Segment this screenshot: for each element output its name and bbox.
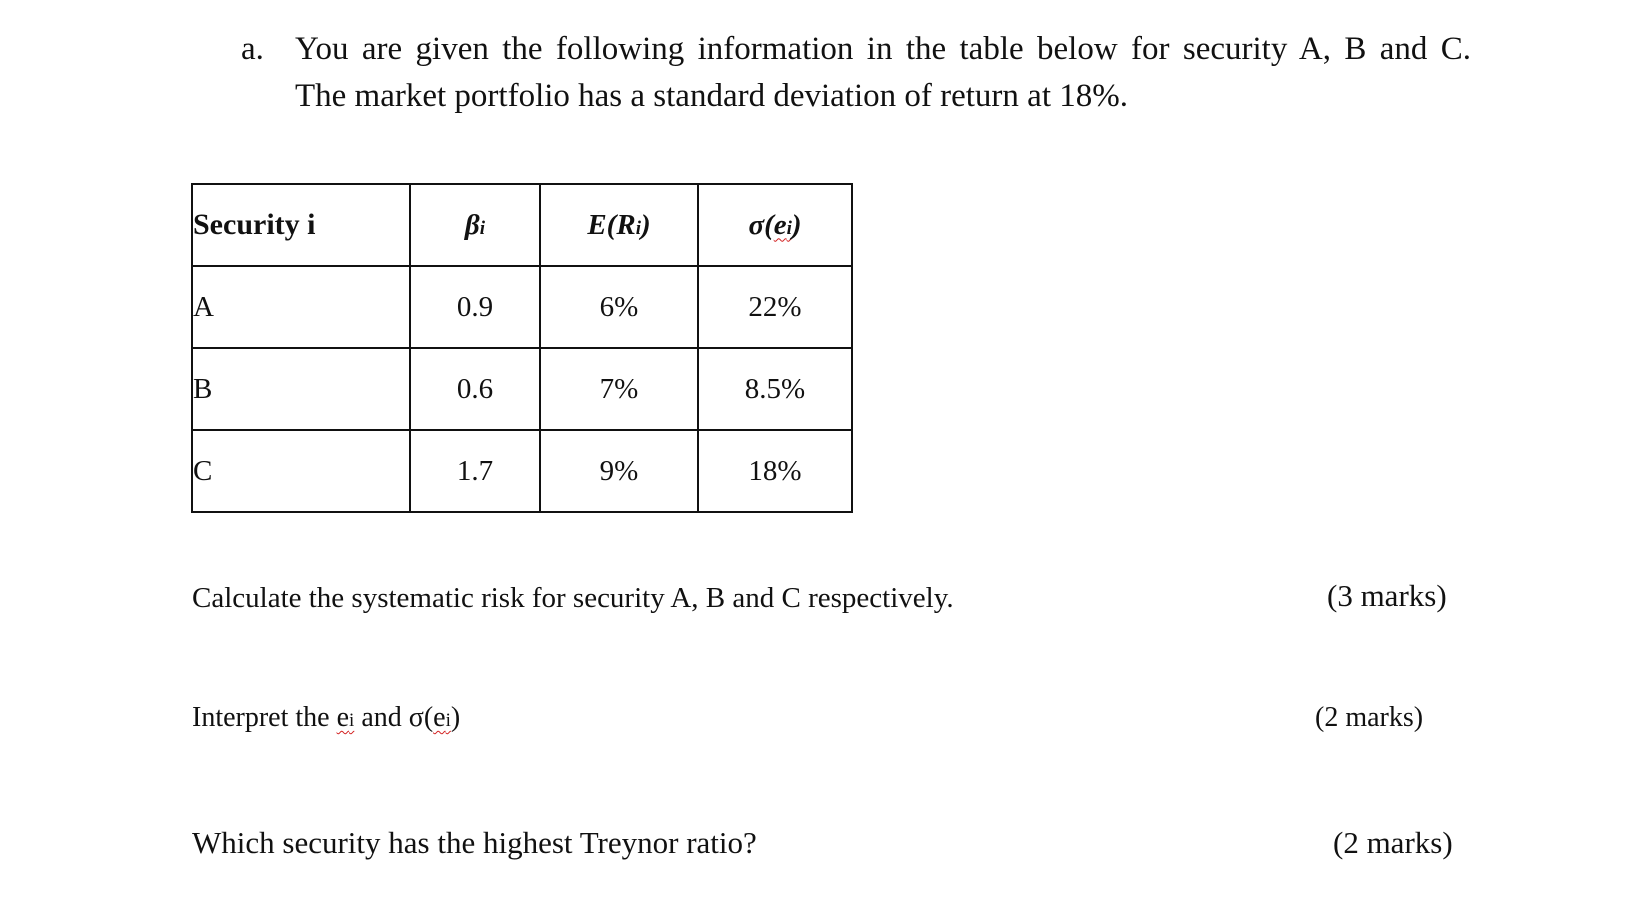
marks-task-3: (2 marks): [1333, 825, 1453, 860]
cell-sigma: 22%: [698, 266, 852, 348]
table-header-row: [192, 184, 852, 266]
task-interpret-e: [337, 702, 355, 733]
marks-task-2: (2 marks): [1315, 702, 1424, 733]
cell-expected-return: 9%: [540, 430, 698, 512]
header-sigma-e: [774, 209, 792, 241]
task-treynor: Which security has the highest Treynor ratio?: [192, 825, 757, 860]
cell-sigma: 8.5%: [698, 348, 852, 430]
header-er-suffix: ): [640, 208, 651, 241]
question-label: a.: [241, 31, 264, 67]
header-sigma-sub: i: [786, 217, 792, 239]
header-security: Security i: [192, 184, 410, 266]
task-systematic-risk: Calculate the systematic risk for security A, B and C respectively.: [192, 582, 954, 614]
header-beta-sub: i: [479, 217, 486, 239]
header-sigma-prefix: σ(: [748, 208, 774, 241]
question-intro: [241, 26, 1471, 120]
marks-task-1: (3 marks): [1327, 578, 1447, 613]
task-interpret-e-char: e: [336, 702, 350, 733]
cell-beta: 0.9: [410, 266, 540, 348]
table-row: [192, 266, 852, 348]
cell-expected-return: 6%: [540, 266, 698, 348]
cell-beta: 1.7: [410, 430, 540, 512]
header-beta: [410, 184, 540, 266]
task-interpret: [192, 700, 460, 739]
task-interpret-prefix: Interpret the: [192, 702, 337, 733]
task-interpret-e-sub: i: [349, 710, 355, 731]
header-sigma-e-char: e: [773, 208, 787, 241]
question-line-2: The market portfolio has a standard deviation of return at 18%.: [295, 78, 1128, 114]
question-text: [295, 26, 1471, 120]
cell-sigma: 18%: [698, 430, 852, 512]
cell-security: A: [192, 266, 410, 348]
table-row: [192, 430, 852, 512]
cell-expected-return: 7%: [540, 348, 698, 430]
header-beta-symbol: β: [464, 208, 480, 241]
task-interpret-e2-char: e: [433, 702, 446, 733]
header-sigma: [698, 184, 852, 266]
cell-security: B: [192, 348, 410, 430]
task-interpret-mid: and σ(: [354, 702, 434, 733]
task-interpret-suffix: ): [450, 702, 461, 733]
cell-security: C: [192, 430, 410, 512]
task-interpret-e2-sub: i: [445, 710, 451, 731]
header-er-prefix: E(R: [587, 208, 636, 241]
cell-beta: 0.6: [410, 348, 540, 430]
header-er-sub: i: [635, 217, 641, 239]
table-row: [192, 348, 852, 430]
question-line-1: You are given the following information in the table below for security A, B and C.: [295, 31, 1471, 67]
task-interpret-e2: [433, 702, 451, 733]
header-sigma-suffix: ): [791, 208, 802, 241]
security-data-table: [191, 183, 853, 513]
header-expected-return: [540, 184, 698, 266]
